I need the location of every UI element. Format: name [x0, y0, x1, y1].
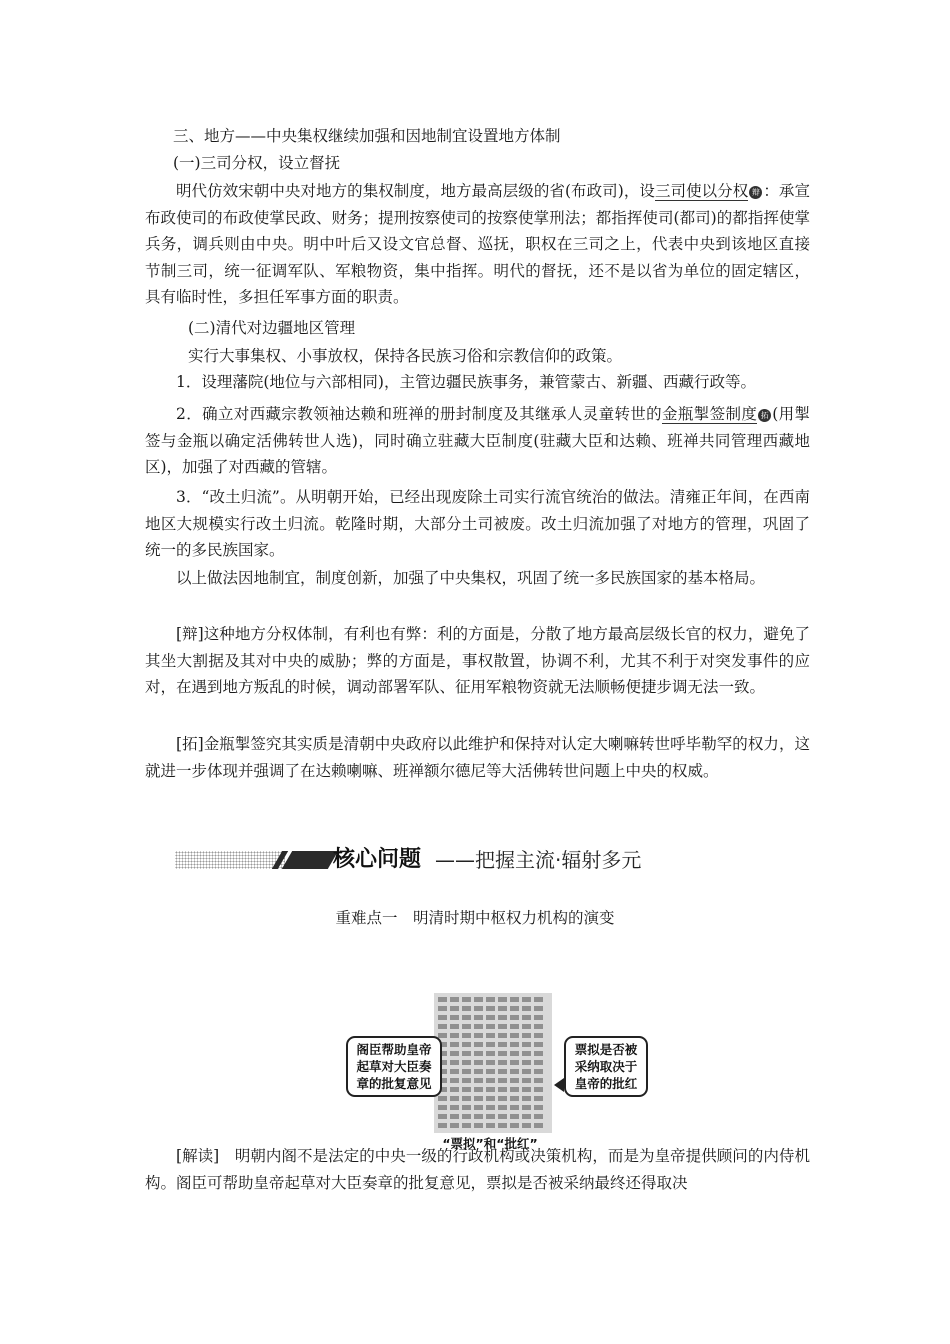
paragraph-three-offices: 明代仿效宋朝中央对地方的集权制度，地方最高层级的省(布政司)，设三司使以分权 辩 ：承宣布政使司的布政使掌民政、财务；提刑按察使司的按察使掌刑法；都指挥使司(都司)的都指挥使掌兵务，调兵则由中央。明中叶后又设文官总督、巡抚，职权在三司之上，代表中央到该地区直接节制三司，统一征调军队、军粮物资，集中指挥。明代的督抚，还不是以省为单位的固定辖区，具有临时性，多担任军事方面的职责。 — [145, 182, 810, 306]
callout-right: 票拟是否被采纳取决于皇帝的批红 — [564, 1036, 648, 1097]
list-item-1: 1．设理藩院(地位与六部相同)，主管边疆民族事务，兼管蒙古、新疆、西藏行政等。 — [176, 373, 756, 391]
note-marker-tuo: 拓 — [758, 409, 771, 422]
note-marker-bian: 辩 — [749, 186, 762, 199]
key-point-heading: 重难点一 明清时期中枢权力机构的演变 — [335, 909, 615, 927]
list-item-3: 3．“改土归流”。从明朝开始，已经出现废除土司实行流官统治的做法。清雍正年间，在西南地区大规模实行改土归流。乾隆时期，大部分土司被废。改土归流加强了对地方的管理，巩固了统一的多民族国家。 — [145, 488, 810, 559]
policy-intro: 实行大事集权、小事放权，保持各民族习俗和宗教信仰的政策。 — [188, 347, 623, 365]
callout-left: 阁臣帮助皇帝起草对大臣奏章的批复意见 — [346, 1036, 442, 1097]
figure-piaoni-pihong — [340, 988, 640, 1168]
note-bian: [辩]这种地方分权体制，有利也有弊：利的方面是，分散了地方最高层级长官的权力，避免了其坐大割据及其对中央的威胁；弊的方面是，事权散置，协调不利，尤其不利于对突发事件的应对，在遇到地方叛乱的时候，调动部署军队、征用军粮物资就无法顺畅便捷步调无法一致。 — [145, 625, 810, 696]
summary-paragraph: 以上做法因地制宜，制度创新，加强了中央集权，巩固了统一多民族国家的基本格局。 — [176, 569, 766, 587]
banner-subtitle: ——把握主流·辐射多元 — [435, 848, 642, 872]
underlined-term: 金瓶掣签制度 — [662, 405, 758, 423]
underlined-term: 三司使以分权 — [654, 182, 749, 200]
memorial-document-image — [434, 993, 552, 1133]
banner-title: 核心问题 — [333, 847, 422, 872]
section-heading: 三、地方——中央集权继续加强和因地制宜设置地方体制 — [173, 127, 561, 145]
note-tuo: [拓]金瓶掣签究其实质是清朝中央政府以此维护和保持对认定大喇嘛转世呼毕勒罕的权力，这就进一步体现并强调了在达赖喇嘛、班禅额尔德尼等大活佛转世问题上中央的权威。 — [145, 735, 810, 780]
section-banner — [175, 844, 775, 876]
figure-caption: “票拟”和“批红” — [442, 1136, 538, 1151]
subsection-heading-1: (一)三司分权，设立督抚 — [173, 154, 341, 172]
banner-dot-pattern — [175, 851, 285, 869]
list-item-2: 2．确立对西藏宗教领袖达赖和班禅的册封制度及其继承人灵童转世的金瓶掣签制度 拓 (用掣签与金瓶以确定活佛转世人选)，同时确立驻藏大臣制度(驻藏大臣和达赖、班禅共同管理西藏地区)，加强了对西藏的管辖。 — [145, 405, 810, 476]
callout-pointer-right — [554, 1078, 564, 1092]
interpretation-paragraph: [解读] 明朝内阁不是法定的中央一级的行政机构或决策机构，而是为皇帝提供顾问的内侍机构。阁臣可帮助皇帝起草对大臣奏章的批复意见，票拟是否被采纳最终还得取决 — [145, 1147, 810, 1192]
banner-bar — [282, 851, 338, 869]
subsection-heading-2: (二)清代对边疆地区管理 — [188, 319, 356, 337]
